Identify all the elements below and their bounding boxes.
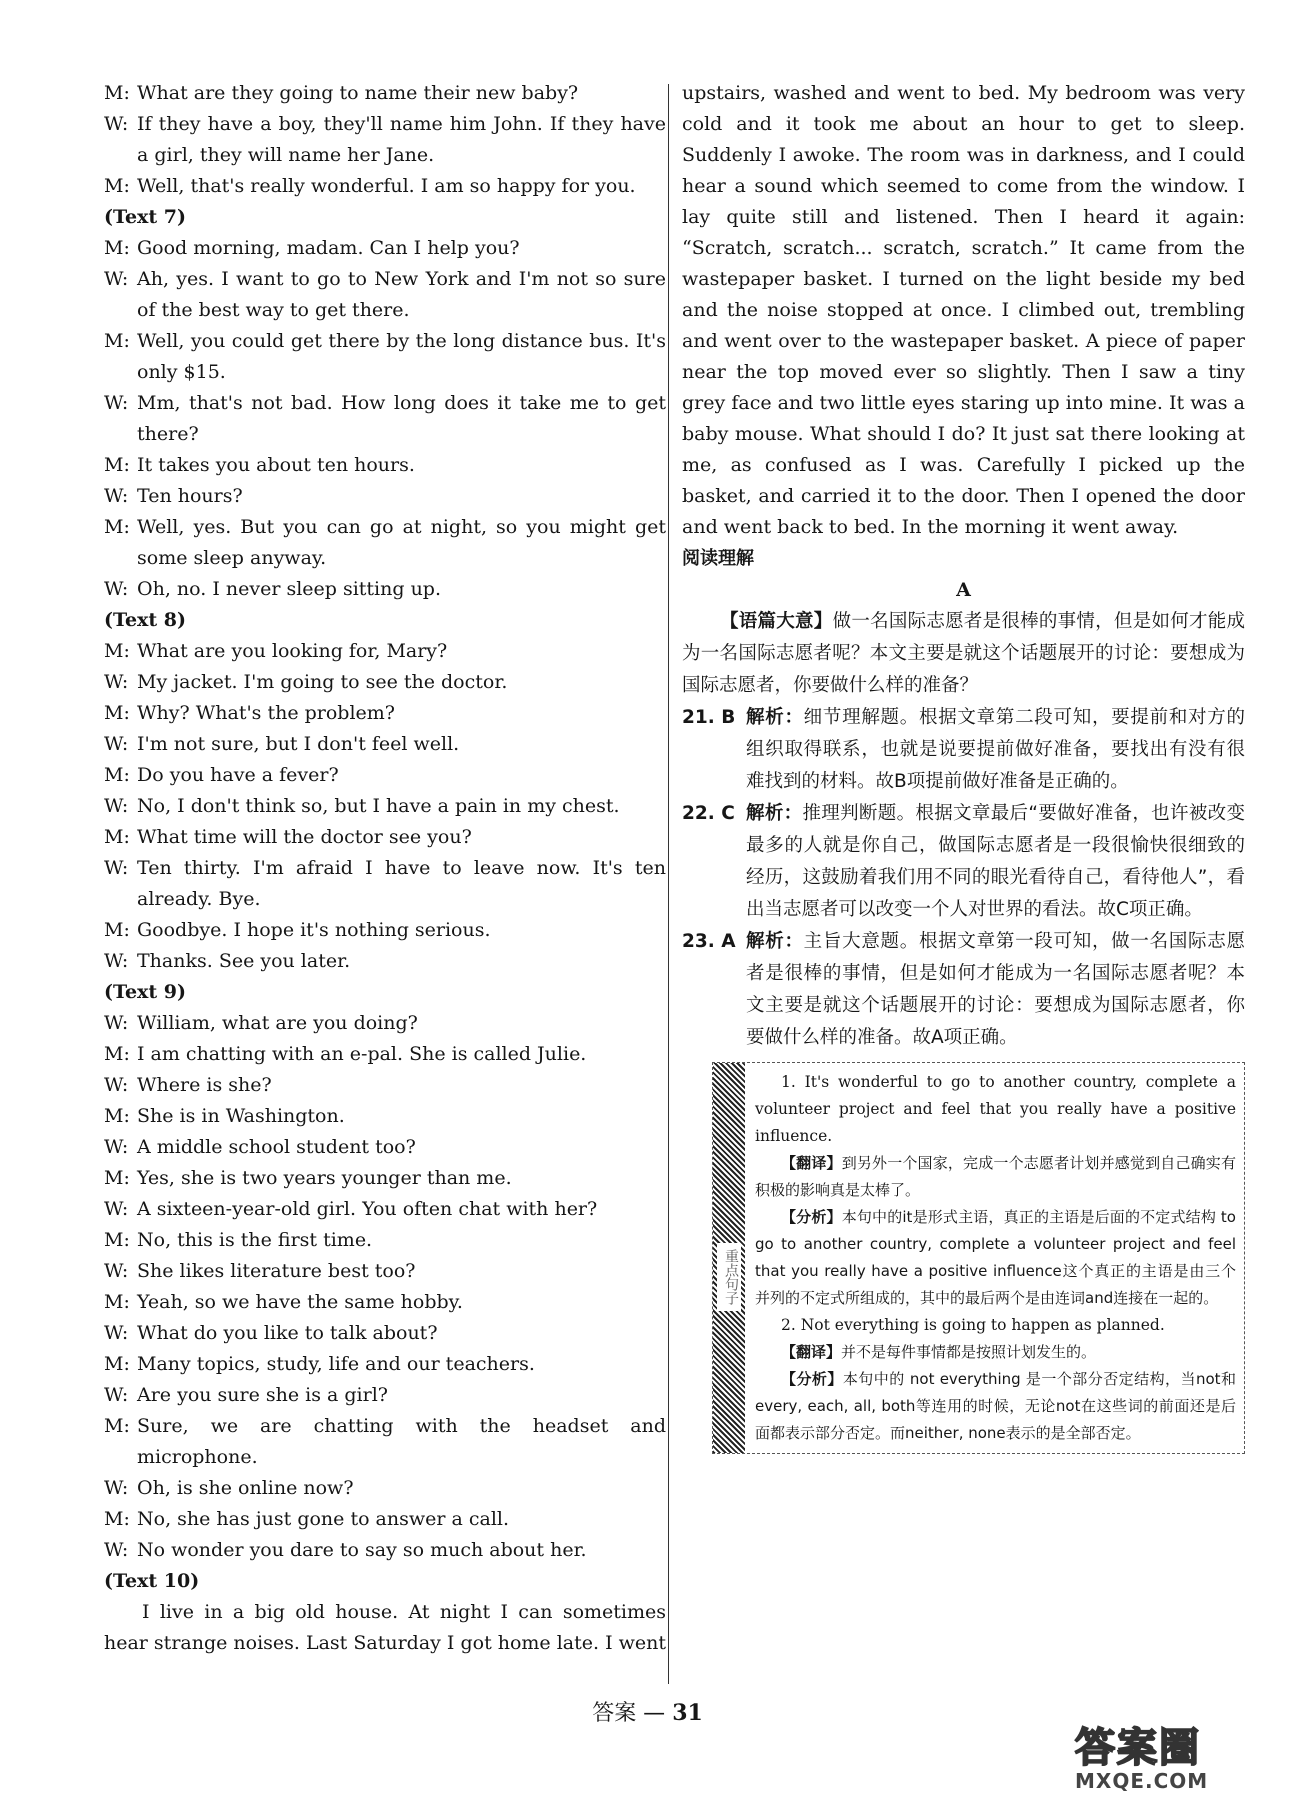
answer-number: 22. C: [682, 803, 735, 824]
dialogue-text: Thanks. See you later.: [137, 950, 351, 972]
text-heading: (Text 8): [104, 609, 186, 631]
dialogue-text: What are you looking for, Mary?: [137, 640, 448, 662]
speaker-label: W:: [104, 1477, 129, 1499]
translation-1: 【翻译】到另外一个国家，完成一个志愿者计划并感觉到自己确实有积极的影响真是太棒了。: [755, 1154, 1236, 1199]
summary-text: 做一名国际志愿者是很棒的事情，但是如何才能成为一名国际志愿者呢？本文主要是就这个话题展开的讨论：要想成为国际志愿者，你要做什么样的准备？: [682, 611, 1245, 696]
sentence-2: 2. Not everything is going to happen as planned.: [781, 1316, 1165, 1334]
speaker-label: M:: [104, 82, 130, 104]
answer-text: 推理判断题。根据文章最后“要做好准备，也许被改变最多的人就是你自己，做国际志愿者是一段很愉快很细致的经历，这鼓励着我们用不同的眼光看待自己，看待他人”，看出当志愿者可以改变一个人对世界的看法。故C项正确。: [746, 803, 1245, 920]
watermark-line2: MXQE.COM: [1075, 1769, 1209, 1793]
speaker-label: M:: [104, 1291, 130, 1313]
page-number: 31: [672, 1700, 703, 1726]
dialogue-line: [104, 1008, 666, 1039]
section-title: 阅读理解: [682, 548, 754, 569]
dialogue-line: [104, 1070, 666, 1101]
watermark-logo: [1075, 1716, 1275, 1796]
dialogue-line: [104, 760, 666, 791]
dialogue-text: Ten thirty. I'm afraid I have to leave now. It's ten already. Bye.: [137, 857, 666, 910]
speaker-label: M:: [104, 1043, 130, 1065]
dialogue-line: [104, 512, 666, 574]
speaker-label: W:: [104, 857, 129, 879]
summary-tag: 【语篇大意】: [720, 611, 833, 632]
speaker-label: W:: [104, 1012, 129, 1034]
dialogue-line: [104, 636, 666, 667]
dialogue-text: My jacket. I'm going to see the doctor.: [137, 671, 508, 693]
speaker-label: W:: [104, 268, 129, 290]
dialogue-line: [104, 78, 666, 109]
answer-label: 解析：: [746, 931, 804, 952]
speaker-label: M:: [104, 454, 130, 476]
dialogue-text: A sixteen-year-old girl. You often chat with her?: [137, 1198, 598, 1220]
speaker-label: W:: [104, 671, 129, 693]
dialogue-line: [104, 388, 666, 450]
answer-label: 解析：: [746, 707, 804, 728]
dialogue-line: [104, 481, 666, 512]
speaker-label: W:: [104, 1136, 129, 1158]
dialogue-line: [104, 233, 666, 264]
speaker-label: M:: [104, 1353, 130, 1375]
dialogue-text: Do you have a fever?: [137, 764, 339, 786]
speaker-label: M:: [104, 330, 130, 352]
dialogue-text: Yeah, so we have the same hobby.: [137, 1291, 463, 1313]
speaker-label: W:: [104, 392, 129, 414]
dialogue-text: Oh, no. I never sleep sitting up.: [137, 578, 442, 600]
dialogue-text: I am chatting with an e-pal. She is called Julie.: [137, 1043, 587, 1065]
dialogue-text: Where is she?: [137, 1074, 272, 1096]
dialogue-line: [104, 109, 666, 171]
speaker-label: M:: [104, 175, 130, 197]
sentence-1: 1. It's wonderful to go to another country, complete a volunteer project and feel that you really have a positive influence.: [755, 1073, 1236, 1145]
dialogue-text: No wonder you dare to say so much about her.: [137, 1539, 587, 1561]
dialogue-line: [104, 1225, 666, 1256]
dialogue-text: No, she has just gone to answer a call.: [137, 1508, 510, 1530]
speaker-label: M:: [104, 1508, 130, 1530]
left-column: [104, 78, 666, 1659]
speaker-label: W:: [104, 950, 129, 972]
speaker-label: W:: [104, 578, 129, 600]
box-side-stripe: [713, 1063, 745, 1453]
dialogue-line: [104, 574, 666, 605]
dialogue-line: [104, 1318, 666, 1349]
answer-text: 主旨大意题。根据文章第一段可知，做一名国际志愿者是很棒的事情，但是如何才能成为一名国际志愿者呢？本文主要是就这个话题展开的讨论：要想成为国际志愿者，你要做什么样的准备。故A项正确。: [746, 931, 1245, 1048]
dialogue-text: Mm, that's not bad. How long does it take me to get there?: [137, 392, 666, 445]
answer-21: [682, 702, 1245, 798]
dialogue-line: [104, 1504, 666, 1535]
dialogue-text: Are you sure she is a girl?: [137, 1384, 388, 1406]
speaker-label: W:: [104, 1322, 129, 1344]
dialogue-text: Oh, is she online now?: [137, 1477, 354, 1499]
dialogue-text: It takes you about ten hours.: [137, 454, 415, 476]
text10-continued: upstairs, washed and went to bed. My bedroom was very cold and it took me about an hour to get to sleep. Suddenly I awoke. The room was in darkness, and I could hear a sound which seemed to come from the window. I lay quite still and listened. Then I heard it again: “Scratch, scratch... scratch, scratch.” It came from the wastepaper basket. I turned on the light beside my bed and the noise stopped at once. I climbed out, trembling and went over to the wastepaper basket. A piece of paper near the top moved ever so slightly. Then I saw a tiny grey face and two little eyes staring up into mine. It was a baby mouse. What should I do? It just sat there looking at me, as confused as I was. Carefully I picked up the basket, and carried it to the door. Then I opened the door and went back to bed. In the morning it went away.: [682, 82, 1245, 538]
footer-label: 答案 —: [592, 1701, 673, 1726]
dialogue-line: [104, 450, 666, 481]
dialogue-text: What do you like to talk about?: [137, 1322, 438, 1344]
dialogue-text: No, I don't think so, but I have a pain in my chest.: [137, 795, 620, 817]
dialogue-line: [104, 822, 666, 853]
dialogue-line: [104, 1473, 666, 1504]
dialogue-line: [104, 1287, 666, 1318]
dialogue-text: What are they going to name their new baby?: [137, 82, 579, 104]
dialogue-line: [104, 1256, 666, 1287]
key-sentences-box: [712, 1062, 1245, 1454]
dialogue-line: [104, 1349, 666, 1380]
analysis-2: 【分析】本句中的 not everything 是一个部分否定结构，当not和every, each, all, both等连用的时候，无论not在这些词的前面还是后面都表示部分否定。而neither, none表示的是全部否定。: [755, 1370, 1236, 1442]
dialogue-text: Well, yes. But you can go at night, so you might get some sleep anyway.: [137, 516, 666, 569]
summary: [682, 606, 1245, 702]
dialogue-text: She likes literature best too?: [137, 1260, 416, 1282]
passage-paragraph: I live in a big old house. At night I can sometimes hear strange noises. Last Saturday I got home late. I went: [104, 1601, 667, 1654]
speaker-label: M:: [104, 237, 130, 259]
dialogue-text: No, this is the first time.: [137, 1229, 373, 1251]
dialogue-line: [104, 729, 666, 760]
dialogue-text: William, what are you doing?: [137, 1012, 418, 1034]
column-divider: [668, 84, 669, 1684]
dialogue-text: I'm not sure, but I don't feel well.: [137, 733, 460, 755]
speaker-label: W:: [104, 1074, 129, 1096]
dialogue-line: [104, 171, 666, 202]
dialogue-line: [104, 264, 666, 326]
watermark-line1: 答案圈: [1075, 1725, 1201, 1771]
speaker-label: W:: [104, 733, 129, 755]
dialogue-text: Sure, we are chatting with the headset and microphone.: [137, 1415, 666, 1468]
dialogue-text: A middle school student too?: [137, 1136, 416, 1158]
answer-number: 23. A: [682, 931, 736, 952]
dialogue-line: [104, 1132, 666, 1163]
speaker-label: M:: [104, 1229, 130, 1251]
speaker-label: W:: [104, 1198, 129, 1220]
answer-label: 解析：: [746, 803, 803, 824]
dialogue-text: Well, you could get there by the long distance bus. It's only $15.: [137, 330, 666, 383]
passage-label: A: [956, 579, 971, 601]
dialogue-line: [104, 1163, 666, 1194]
speaker-label: W:: [104, 485, 129, 507]
dialogue-line: [104, 791, 666, 822]
dialogue-line: [104, 1194, 666, 1225]
dialogue-text: Ah, yes. I want to go to New York and I'm not so sure of the best way to get there.: [137, 268, 666, 321]
speaker-label: W:: [104, 795, 129, 817]
speaker-label: M:: [104, 764, 130, 786]
speaker-label: M:: [104, 1167, 130, 1189]
speaker-label: W:: [104, 113, 129, 135]
translation-2: 【翻译】并不是每件事情都是按照计划发生的。: [781, 1343, 1097, 1361]
speaker-label: M:: [104, 640, 130, 662]
speaker-label: M:: [104, 702, 130, 724]
dialogue-line: [104, 698, 666, 729]
speaker-label: M:: [104, 1105, 130, 1127]
dialogue-line: [104, 1380, 666, 1411]
dialogue-text: Yes, she is two years younger than me.: [137, 1167, 512, 1189]
dialogue-text: Why? What's the problem?: [137, 702, 395, 724]
dialogue-text: Many topics, study, life and our teachers.: [137, 1353, 535, 1375]
box-side-label: 重点句子: [717, 1243, 741, 1311]
dialogue-line: [104, 946, 666, 977]
right-column: [682, 78, 1245, 1454]
speaker-label: W:: [104, 1384, 129, 1406]
dialogue-line: [104, 915, 666, 946]
answer-22: [682, 798, 1245, 926]
answer-text: 细节理解题。根据文章第二段可知，要提前和对方的组织取得联系，也就是说要提前做好准备，要找出有没有很难找到的材料。故B项提前做好准备是正确的。: [746, 707, 1245, 792]
analysis-1: 【分析】本句中的it是形式主语，真正的主语是后面的不定式结构 to go to another country, complete a volunteer project and feel that you really have a positive influence这个真正的主语是由三个并列的不定式所组成的，其中的最后两个是由连词and连接在一起的。: [755, 1208, 1236, 1307]
dialogue-text: What time will the doctor see you?: [137, 826, 472, 848]
dialogue-line: [104, 1039, 666, 1070]
dialogue-text: She is in Washington.: [137, 1105, 345, 1127]
dialogue-text: Goodbye. I hope it's nothing serious.: [137, 919, 491, 941]
speaker-label: W:: [104, 1260, 129, 1282]
speaker-label: W:: [104, 1539, 129, 1561]
dialogue-text: Well, that's really wonderful. I am so happy for you.: [137, 175, 636, 197]
text-heading: (Text 10): [104, 1570, 200, 1592]
dialogue-line: [104, 1101, 666, 1132]
dialogue-text: If they have a boy, they'll name him John. If they have a girl, they will name her Jane.: [137, 113, 666, 166]
dialogue-text: Ten hours?: [137, 485, 243, 507]
answer-number: 21. B: [682, 707, 736, 728]
text-heading: (Text 9): [104, 981, 186, 1003]
answer-23: [682, 926, 1245, 1054]
dialogue-line: [104, 326, 666, 388]
dialogue-line: [104, 853, 666, 915]
dialogue-line: [104, 1535, 666, 1566]
speaker-label: M:: [104, 826, 130, 848]
speaker-label: M:: [104, 919, 130, 941]
text-heading: (Text 7): [104, 206, 186, 228]
speaker-label: M:: [104, 516, 130, 538]
dialogue-text: Good morning, madam. Can I help you?: [137, 237, 520, 259]
dialogue-line: [104, 1411, 666, 1473]
dialogue-line: [104, 667, 666, 698]
speaker-label: M:: [104, 1415, 130, 1437]
